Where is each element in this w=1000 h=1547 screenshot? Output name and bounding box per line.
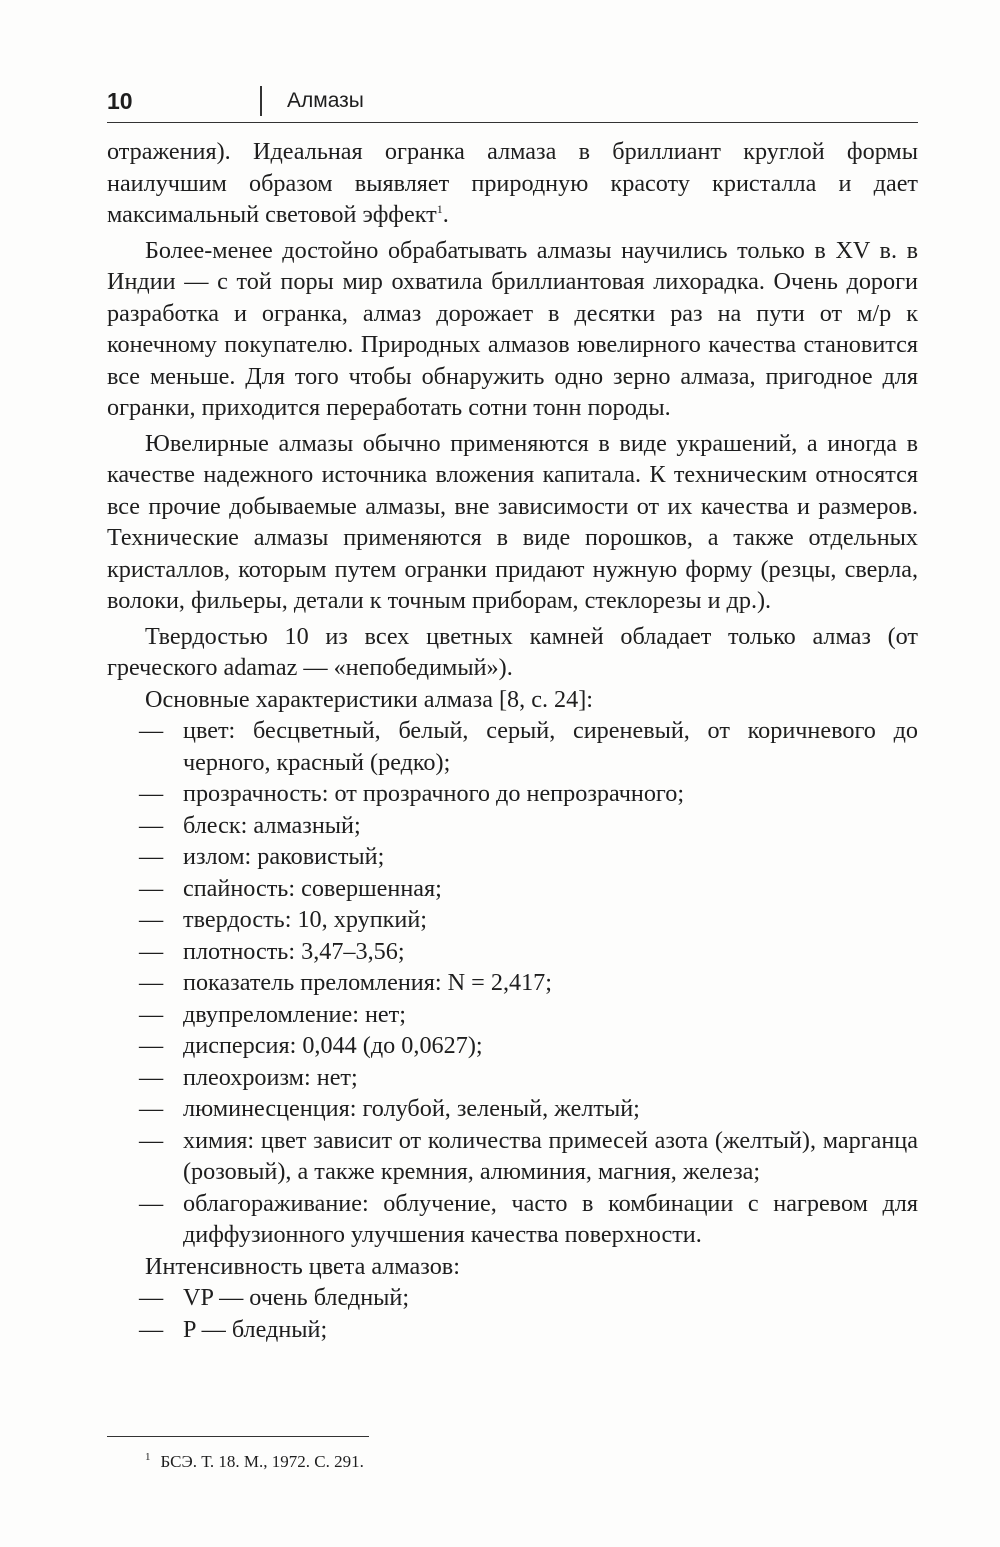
list-item: — спайность: совершенная; (107, 873, 918, 905)
list-item: — химия: цвет зависит от количества примесей азота (желтый), марганца (розовый), а также кремния, алюминия, магния, железа; (139, 1126, 918, 1185)
dash-marker: — (139, 1063, 164, 1091)
list-item: — прозрачность: от прозрачного до непрозрачного; (107, 778, 918, 810)
header-divider (260, 86, 262, 116)
dash-marker: — (139, 906, 164, 933)
dash-marker: — (139, 1284, 164, 1311)
list-item: — цвет: бесцветный, белый, серый, сиреневый, от коричневого до черного, красный (редко); (139, 717, 918, 776)
dash-marker: — (139, 937, 164, 965)
dash-marker: — (139, 811, 164, 839)
properties-list (107, 715, 918, 1251)
paragraph-continuation: отражения). Идеальная огранка алмаза в бриллиант круглой формы наилучшим образом выявляет природную красоту кристалла и дает максимальный световой эффект$^1$. (107, 138, 918, 228)
dash-marker: — (139, 717, 164, 744)
list-item: — излом: раковистый; (107, 841, 918, 873)
dash-marker: — (139, 1032, 164, 1059)
list-item: — плеохроизм: нет; (107, 1062, 918, 1094)
list-item: — люминесценция: голубой, зеленый, желтый; (107, 1093, 918, 1125)
running-title: Алмазы (287, 89, 364, 112)
dash-marker: — (139, 1189, 164, 1217)
list-item: — показатель преломления: N = 2,417; (107, 967, 918, 999)
footnote-divider (107, 1436, 369, 1437)
footnote-marker: 1 (145, 1451, 151, 1463)
list-item: — двупреломление: нет; (107, 999, 918, 1031)
list-item: — твердость: 10, хрупкий; (107, 904, 918, 936)
dash-marker: — (139, 1095, 164, 1122)
dash-marker: — (139, 1315, 164, 1343)
list-item: — P — бледный; (107, 1314, 918, 1346)
footnote-text: БСЭ. Т. 18. М., 1972. С. 291. (160, 1452, 364, 1471)
list-item: — VP — очень бледный; (107, 1282, 918, 1314)
list-item: — дисперсия: 0,044 (до 0,0627); (107, 1030, 918, 1062)
dash-marker: — (139, 1000, 164, 1028)
paragraph: Ювелирные алмазы обычно применяются в виде украшений, а иногда в качестве надежного источника вложения капитала. К техническим относятся все прочие добываемые алмазы, вне зависимости от их качества и размеров. Технические алмазы применяются в виде порошков, а также отдельных кристаллов, которым путем огранки придают нужную форму (резцы, сверла, волоки, фильеры, детали к точным приборам, стеклорезы и др.). (107, 429, 918, 614)
dash-marker: — (139, 969, 164, 996)
page-number: 10 (107, 88, 133, 114)
list-item: — блеск: алмазный; (107, 810, 918, 842)
footnote (145, 1452, 364, 1472)
intensity-list (107, 1282, 918, 1345)
list-item: — облагораживание: облучение, часто в комбинации с нагревом для диффузионного улучшения качества поверхности. (139, 1189, 918, 1248)
paragraph-text: отражения). Идеальная огранка алмаза в бриллиант круглой формы наилучшим образом выявляет природную красоту кристалла и дает максимальный световой эффект (107, 138, 918, 228)
footnote-ref: 1 (436, 201, 443, 216)
list-item: — плотность: 3,47–3,56; (107, 936, 918, 968)
dash-marker: — (139, 874, 164, 902)
main-text (107, 136, 918, 1345)
paragraph: Твердостью 10 из всех цветных камней обладает только алмаз (от греческого adamaz — «непобедимый»). (107, 622, 918, 681)
dash-marker: — (139, 1126, 164, 1154)
dash-marker: — (139, 780, 164, 807)
list-intro: Интенсивность цвета алмазов: (145, 1252, 460, 1280)
dash-marker: — (139, 843, 164, 870)
paragraph: Более-менее достойно обрабатывать алмазы научились только в XV в. в Индии — с той поры мир охватила бриллиантовая лихорадка. Очень дороги разработка и огранка, алмаз дорожает в десятки раз на пути от м/р к конечному покупателю. Природных алмазов ювелирного качества становится все меньше. Для того чтобы обнаружить одно зерно алмаза, пригодное для огранки, приходится переработать сотни тонн породы. (107, 236, 918, 421)
running-header (107, 86, 918, 123)
list-intro: Основные характеристики алмаза [8, с. 24]: (145, 685, 594, 713)
